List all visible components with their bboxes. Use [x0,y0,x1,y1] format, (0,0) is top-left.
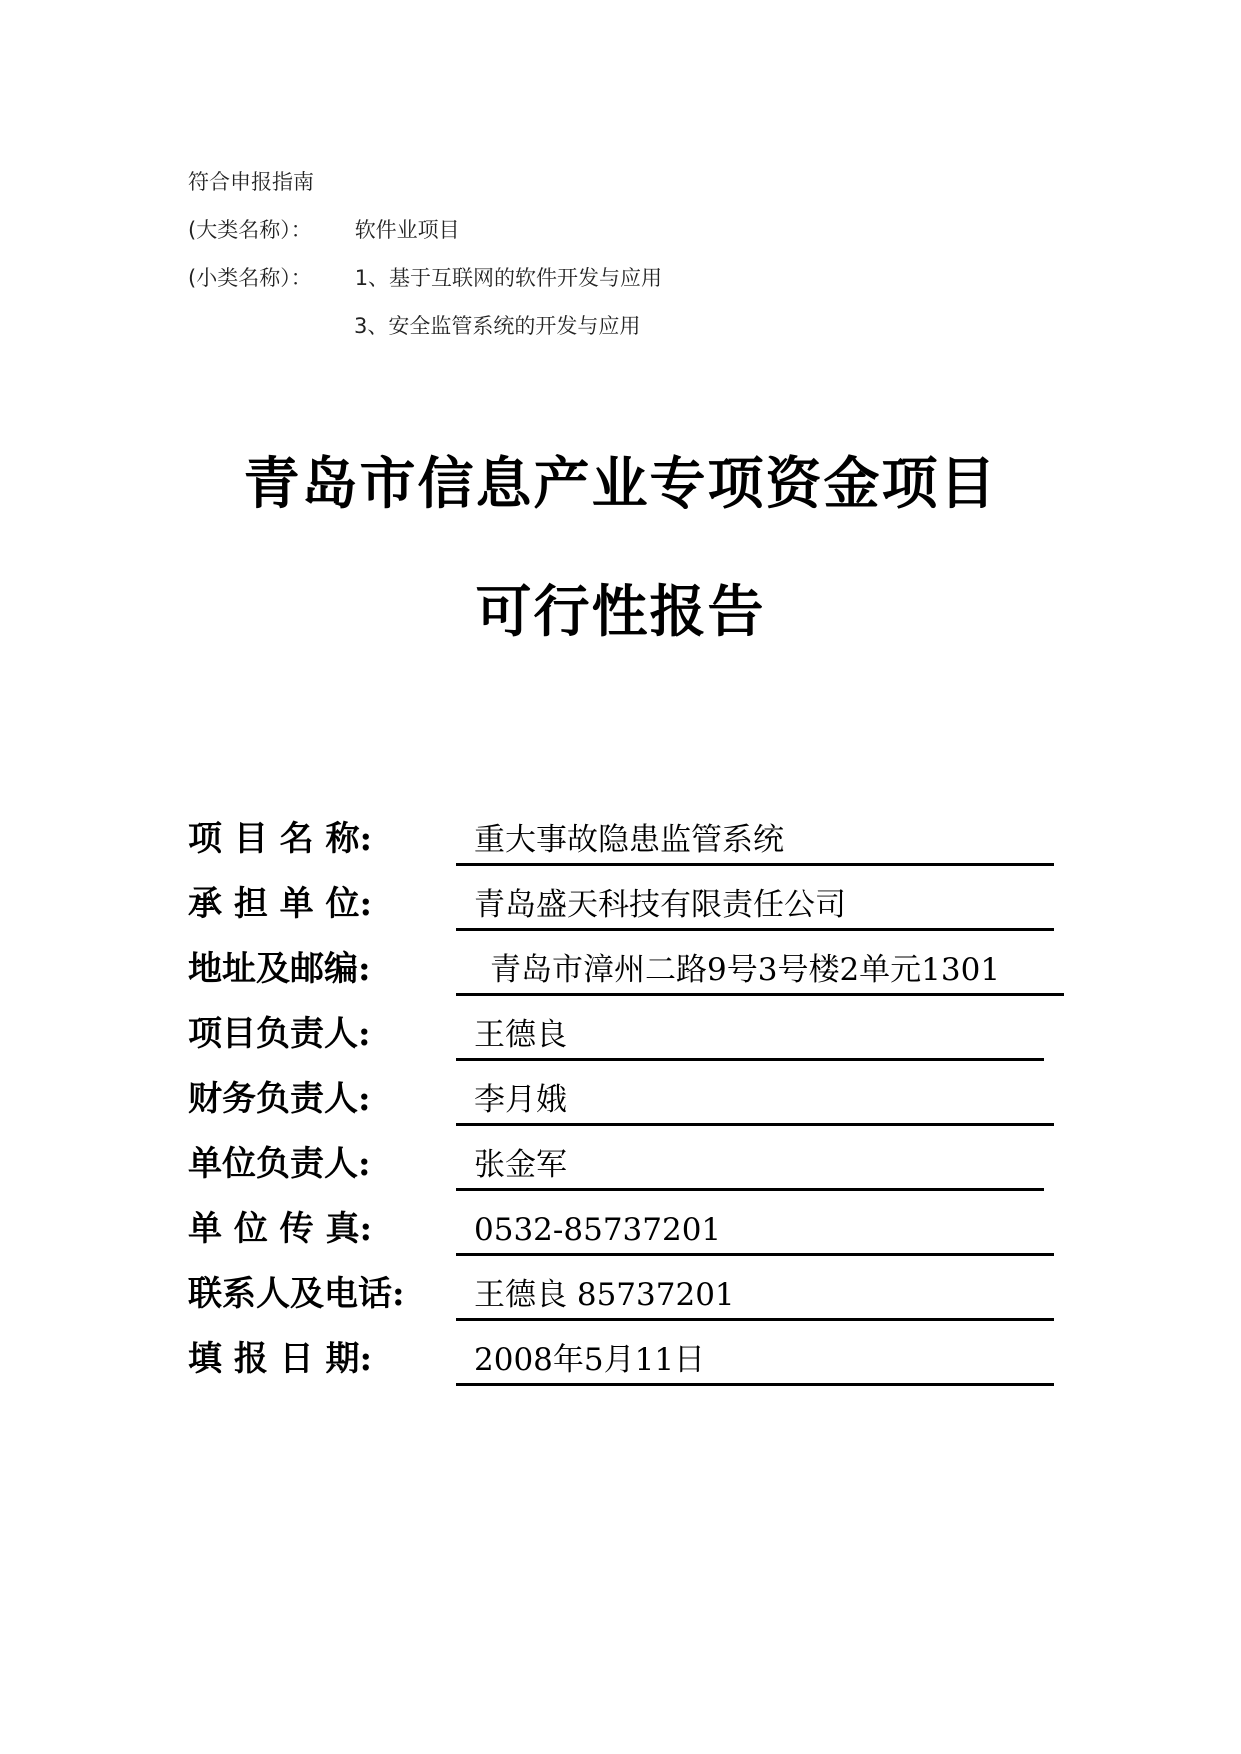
field-label: 项 目 名 称: [188,819,373,859]
field-address-postcode [188,940,1068,1005]
minor-category-label: (小类名称）： [188,266,312,290]
field-label: 联系人及电话: [188,1274,405,1314]
field-value: 重大事故隐患监管系统 [456,818,1054,866]
field-label: 财务负责人: [188,1079,371,1119]
minor-category-row [188,254,662,302]
application-guide [188,158,662,350]
field-project-leader [188,1005,1068,1070]
field-unit-leader [188,1135,1068,1200]
field-label: 单位负责人: [188,1144,371,1184]
field-label: 地址及邮编: [188,949,371,989]
field-value: 青岛市漳州二路9号3号楼2单元1301 [456,948,1064,996]
field-value: 王德良 85737201 [456,1273,1054,1321]
minor-category-item: 3、安全监管系统的开发与应用 [354,314,641,338]
field-contact-phone [188,1265,1068,1330]
field-fill-date [188,1330,1068,1395]
field-label: 填 报 日 期: [188,1339,373,1379]
major-category-value: 软件业项目 [354,218,460,242]
field-value: 王德良 [456,1013,1044,1061]
field-unit-fax [188,1200,1068,1265]
field-finance-leader [188,1070,1068,1135]
major-category-row [188,206,662,254]
project-info-form [188,810,1068,1395]
major-category-label: (大类名称）： [188,218,312,242]
field-label: 项目负责人: [188,1014,371,1054]
report-title-line-2: 可行性报告 [475,580,766,645]
field-label: 单 位 传 真: [188,1209,373,1249]
report-title-line-1: 青岛市信息产业专项资金项目 [243,452,998,517]
field-value: 青岛盛天科技有限责任公司 [456,883,1054,931]
field-value: 张金军 [456,1143,1044,1191]
minor-category-item: 1、基于互联网的软件开发与应用 [354,266,663,290]
field-value: 2008年5月11日 [456,1338,1054,1386]
minor-category-row-2 [188,302,662,350]
field-label: 承 担 单 位: [188,884,373,924]
field-value: 李月娥 [456,1078,1054,1126]
guide-heading: 符合申报指南 [188,170,314,194]
field-value: 0532-85737201 [456,1208,1054,1256]
field-project-name [188,810,1068,875]
field-undertaking-unit [188,875,1068,940]
